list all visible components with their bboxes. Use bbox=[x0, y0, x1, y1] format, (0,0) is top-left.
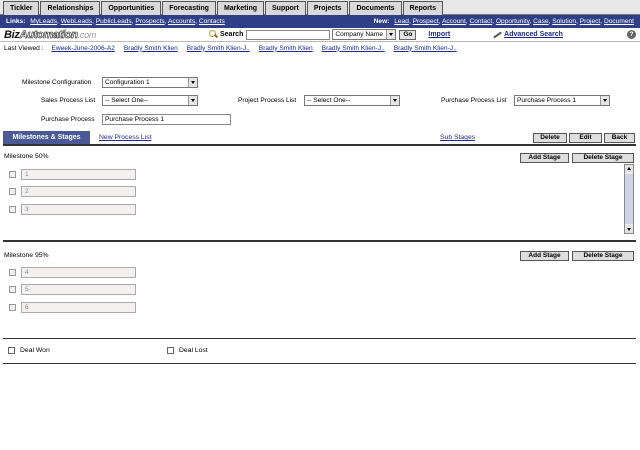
chevron-down-icon bbox=[188, 78, 197, 87]
stage-row bbox=[9, 302, 136, 313]
new-process-list-link[interactable]: New Process List bbox=[99, 134, 152, 141]
stage-checkbox[interactable] bbox=[9, 286, 16, 293]
stage-input[interactable]: 2 bbox=[21, 186, 136, 197]
new-project-link[interactable]: Project bbox=[579, 18, 601, 25]
new-contact-link[interactable]: Contact bbox=[469, 18, 493, 25]
stage-input[interactable]: 3 bbox=[21, 204, 136, 215]
link-myleads[interactable]: MyLeads bbox=[30, 18, 58, 25]
nav-tab-marketing[interactable]: Marketing bbox=[217, 1, 264, 15]
pen-icon bbox=[492, 31, 502, 39]
scroll-up-icon[interactable] bbox=[625, 165, 633, 173]
deal-lost-label: Deal Lost bbox=[179, 347, 208, 354]
new-lead-link[interactable]: Lead bbox=[394, 18, 409, 25]
deal-lost-checkbox[interactable] bbox=[167, 347, 174, 354]
last-viewed-item[interactable]: Bradly Smith Klien bbox=[258, 44, 313, 52]
link-prospects[interactable]: Prospects bbox=[135, 18, 165, 25]
sales-process-label: Sales Process List bbox=[41, 97, 96, 104]
chevron-down-icon bbox=[390, 96, 399, 105]
new-solution-link[interactable]: Solution bbox=[552, 18, 577, 25]
go-button[interactable]: Go bbox=[399, 30, 416, 40]
project-process-select[interactable]: -- Select One-- bbox=[304, 95, 400, 106]
delete-stage-button[interactable]: Delete Stage bbox=[572, 251, 634, 261]
milestone-config-label: Milestone Configuration bbox=[22, 79, 92, 86]
stage-checkbox[interactable] bbox=[9, 304, 16, 311]
links-bar bbox=[0, 15, 640, 28]
tab-milestones-stages[interactable]: Milestones & Stages bbox=[3, 131, 90, 144]
search-label: Search bbox=[220, 31, 244, 38]
new-links: New: Lead, Prospect, Account, Contact, Opportunity, Case, Solution, Project, Document bbox=[373, 18, 634, 25]
purchase-process-input[interactable]: Purchase Process 1 bbox=[102, 114, 231, 125]
new-document-link[interactable]: Document bbox=[603, 18, 634, 25]
stage-row bbox=[9, 186, 136, 197]
nav-tab-tickler[interactable]: Tickler bbox=[3, 1, 39, 15]
new-label: New: bbox=[373, 18, 390, 25]
search-input[interactable] bbox=[246, 30, 330, 40]
scroll-thumb[interactable] bbox=[625, 174, 633, 224]
stage-input[interactable]: 1 bbox=[21, 169, 136, 180]
last-viewed-item[interactable]: Bradly Smith Klien-J.. bbox=[393, 44, 457, 52]
purchase-process-list-select[interactable]: Purchase Process 1 bbox=[514, 95, 610, 106]
chevron-down-icon bbox=[188, 96, 197, 105]
link-accounts[interactable]: Accounts bbox=[168, 18, 196, 25]
nav-tab-reports[interactable]: Reports bbox=[403, 1, 443, 15]
delete-stage-button[interactable]: Delete Stage bbox=[572, 153, 634, 163]
links-label: Links: bbox=[6, 18, 26, 25]
edit-button[interactable]: Edit bbox=[569, 133, 602, 143]
stage-input[interactable]: 4 bbox=[21, 267, 136, 278]
stage-row bbox=[9, 169, 136, 180]
last-viewed-bar bbox=[0, 42, 640, 54]
stage-row bbox=[9, 267, 136, 278]
stage-checkbox[interactable] bbox=[9, 188, 16, 195]
app-logo: BizAutomation.com bbox=[4, 28, 97, 41]
new-opportunity-link[interactable]: Opportunity bbox=[495, 18, 530, 25]
last-viewed-label: Last Viewed : bbox=[4, 44, 44, 52]
new-case-link[interactable]: Case bbox=[533, 18, 549, 25]
deal-won-checkbox[interactable] bbox=[8, 347, 15, 354]
advanced-search-link[interactable]: Advanced Search bbox=[504, 31, 563, 38]
scroll-down-icon[interactable] bbox=[625, 225, 633, 233]
sales-process-select[interactable]: -- Select One-- bbox=[102, 95, 198, 106]
help-icon[interactable]: ? bbox=[627, 30, 636, 39]
quick-links: Links: MyLeads, WebLeads, PublicLeads, Prospects, Accounts, Contacts bbox=[6, 18, 225, 25]
nav-tab-projects[interactable]: Projects bbox=[307, 1, 349, 15]
add-stage-button[interactable]: Add Stage bbox=[520, 153, 569, 163]
stage-checkbox[interactable] bbox=[9, 206, 16, 213]
milestone-config-select[interactable]: Configuration 1 bbox=[102, 77, 198, 88]
delete-button[interactable]: Delete bbox=[533, 133, 567, 143]
scrollbar[interactable] bbox=[624, 164, 634, 234]
divider bbox=[3, 363, 636, 364]
nav-tab-relationships[interactable]: Relationships bbox=[40, 1, 100, 15]
tab-row bbox=[0, 131, 640, 144]
deal-won-label: Deal Won bbox=[20, 347, 50, 354]
last-viewed-item[interactable]: Bradly Smith Klien bbox=[123, 44, 178, 52]
stage-checkbox[interactable] bbox=[9, 171, 16, 178]
milestone-title: Milestone 50% bbox=[4, 153, 49, 160]
nav-tab-support[interactable]: Support bbox=[265, 1, 306, 15]
last-viewed-item[interactable]: Bradly Smith Klien-J.. bbox=[321, 44, 385, 52]
nav-tab-documents[interactable]: Documents bbox=[349, 1, 401, 15]
top-nav bbox=[0, 0, 640, 15]
link-contacts[interactable]: Contacts bbox=[198, 18, 225, 25]
last-viewed-item[interactable]: Eweek-June-2006-A2 bbox=[51, 44, 115, 52]
back-button[interactable]: Back bbox=[604, 133, 635, 143]
new-account-link[interactable]: Account bbox=[441, 18, 466, 25]
header-row bbox=[0, 28, 640, 42]
chevron-down-icon bbox=[386, 30, 395, 39]
stage-checkbox[interactable] bbox=[9, 269, 16, 276]
milestone-title: Milestone 95% bbox=[4, 252, 49, 259]
project-process-label: Project Process List bbox=[238, 97, 297, 104]
last-viewed-item[interactable]: Bradly Smith Klien-J.. bbox=[186, 44, 250, 52]
stage-row bbox=[9, 284, 136, 295]
deal-won-row bbox=[8, 347, 50, 354]
purchase-process-list-label: Purchase Process List bbox=[441, 97, 507, 104]
stage-input[interactable]: 6 bbox=[21, 302, 136, 313]
nav-tab-opportunities[interactable]: Opportunities bbox=[101, 1, 161, 15]
import-link[interactable]: Import bbox=[428, 31, 451, 38]
add-stage-button[interactable]: Add Stage bbox=[520, 251, 569, 261]
link-publicleads[interactable]: PublicLeads bbox=[95, 18, 132, 25]
chevron-down-icon bbox=[600, 96, 609, 105]
nav-tab-forecasting[interactable]: Forecasting bbox=[162, 1, 216, 15]
deal-lost-row bbox=[167, 347, 208, 354]
stage-row bbox=[9, 204, 136, 215]
purchase-process-label: Purchase Process bbox=[41, 116, 95, 123]
search-icon bbox=[209, 30, 218, 39]
stage-input[interactable]: 5 bbox=[21, 284, 136, 295]
search-field-select[interactable]: Company Name bbox=[332, 29, 396, 40]
sub-stages-link[interactable]: Sub Stages bbox=[440, 134, 476, 141]
link-webleads[interactable]: WebLeads bbox=[60, 18, 93, 25]
new-prospect-link[interactable]: Prospect bbox=[412, 18, 439, 25]
